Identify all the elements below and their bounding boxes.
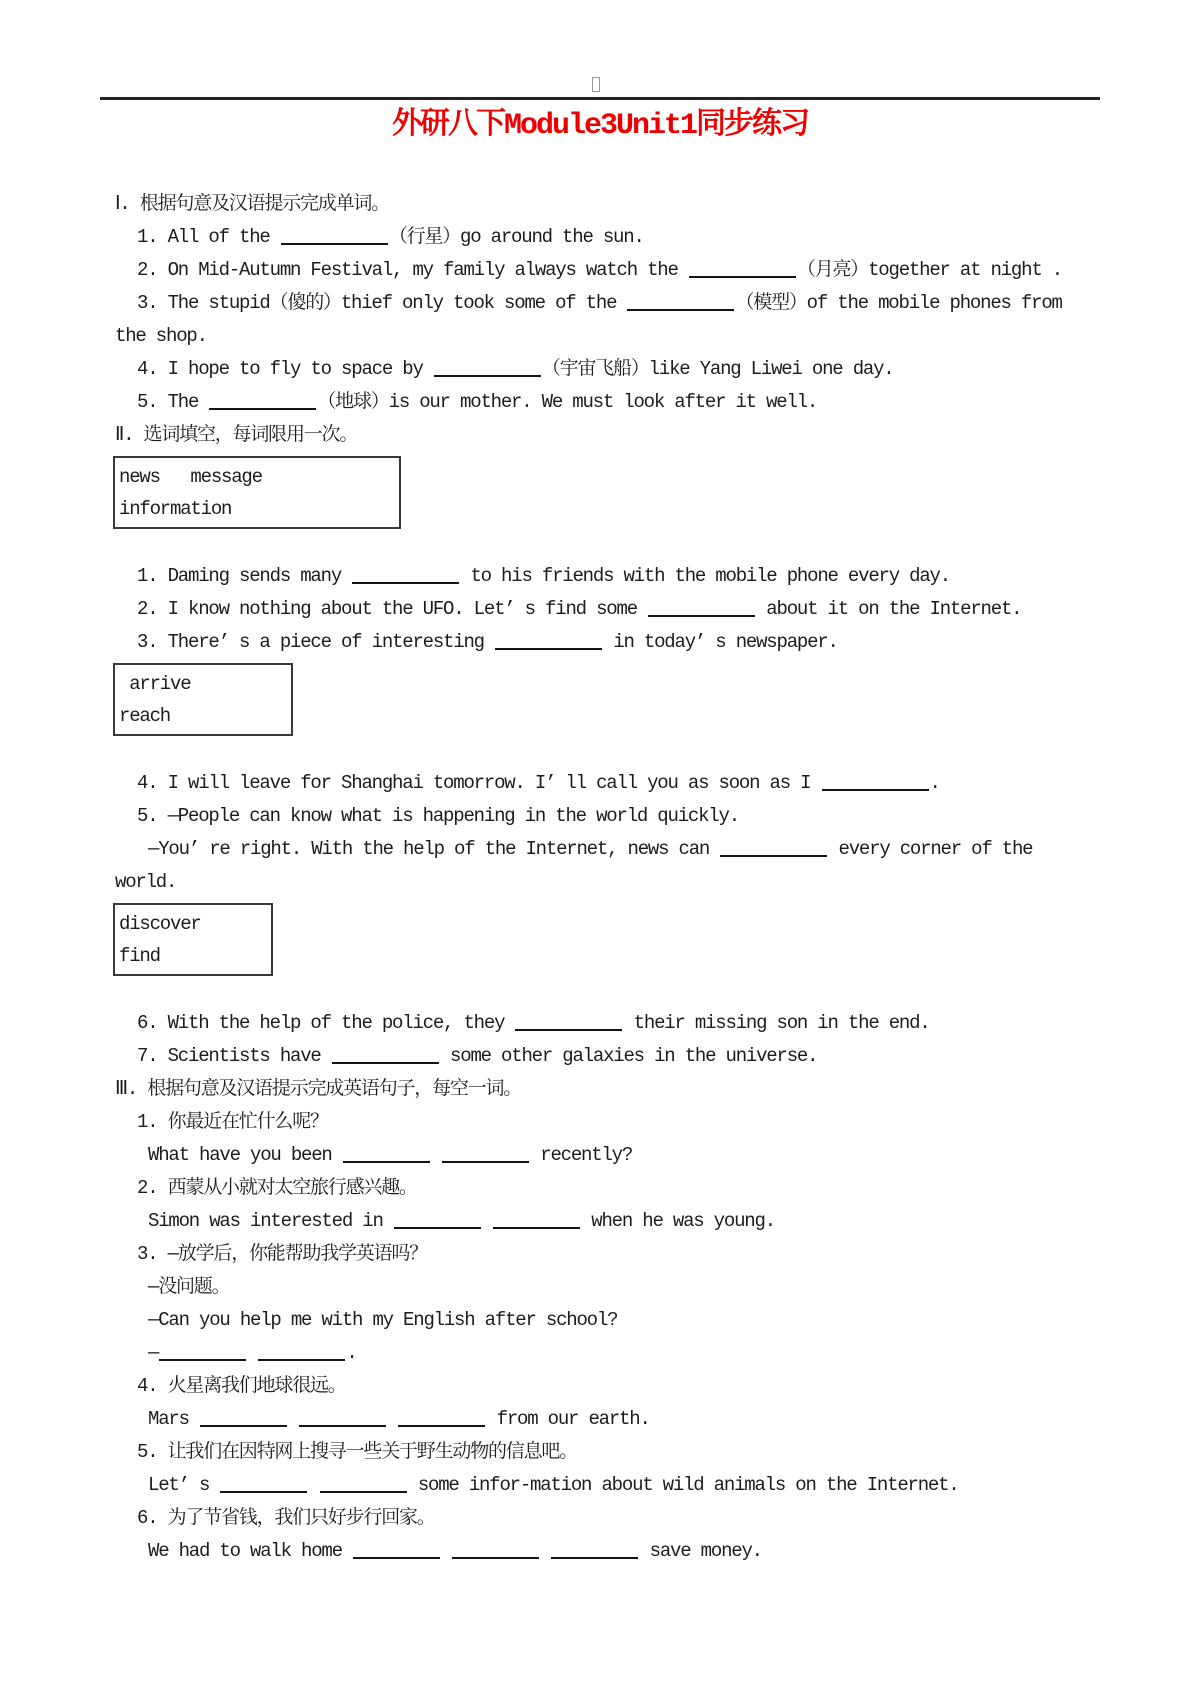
text-run: to his friends with the mobile phone every day. bbox=[460, 565, 950, 587]
text-run: save money. bbox=[639, 1540, 762, 1562]
text-run: （行星）go around the sun. bbox=[388, 226, 644, 248]
text-run: （宇宙飞船）like Yang Liwei one day. bbox=[541, 358, 894, 380]
worksheet-content bbox=[115, 188, 1120, 1568]
text-run: 4. I will leave for Shanghai tomorrow. I’ ll call you as soon as I bbox=[137, 772, 821, 794]
word-bank-word: discover bbox=[119, 913, 201, 935]
fill-in-blank bbox=[200, 1410, 287, 1427]
worksheet-line bbox=[137, 287, 1120, 320]
text-run: Let’ s bbox=[148, 1474, 220, 1496]
text-run bbox=[308, 1474, 318, 1496]
text-run: every corner of the bbox=[828, 838, 1033, 860]
fill-in-blank bbox=[258, 1344, 345, 1361]
text-run: the shop. bbox=[115, 325, 207, 347]
text-run bbox=[247, 1342, 257, 1364]
text-run: from our earth. bbox=[486, 1408, 650, 1430]
text-run: . bbox=[346, 1342, 357, 1364]
text-run: 7. Scientists have bbox=[137, 1045, 331, 1067]
fill-in-blank bbox=[442, 1146, 529, 1163]
text-run: 4. 火星离我们地球很远。 bbox=[137, 1375, 346, 1397]
fill-in-blank bbox=[452, 1542, 539, 1559]
worksheet-line bbox=[148, 1304, 1120, 1337]
text-run: 3. There’ s a piece of interesting bbox=[137, 631, 495, 653]
text-run: —Can you help me with my English after school? bbox=[148, 1309, 618, 1331]
fill-in-blank bbox=[352, 567, 459, 584]
text-run: their missing son in the end. bbox=[623, 1012, 930, 1034]
text-run: 6. With the help of the police, they bbox=[137, 1012, 515, 1034]
fill-in-blank bbox=[320, 1476, 407, 1493]
fill-in-blank bbox=[495, 633, 602, 650]
worksheet-line bbox=[137, 1502, 1120, 1535]
fill-in-blank bbox=[551, 1542, 638, 1559]
text-run bbox=[387, 1408, 397, 1430]
text-run: What have you been bbox=[148, 1144, 342, 1166]
word-bank-word: reach bbox=[119, 705, 171, 727]
worksheet-line bbox=[148, 1469, 1120, 1502]
text-run: —You’ re right. With the help of the Internet, news can bbox=[148, 838, 720, 860]
fill-in-blank bbox=[493, 1212, 580, 1229]
text-run: Simon was interested in bbox=[148, 1210, 393, 1232]
text-run: 1. Daming sends many bbox=[137, 565, 352, 587]
word-bank-box bbox=[113, 456, 401, 529]
worksheet-line bbox=[115, 320, 1120, 353]
worksheet-line bbox=[148, 1535, 1120, 1568]
fill-in-blank bbox=[515, 1014, 622, 1031]
worksheet-line bbox=[137, 1370, 1120, 1403]
fill-in-blank bbox=[209, 393, 316, 410]
fill-in-blank bbox=[332, 1047, 439, 1064]
worksheet-line bbox=[148, 1139, 1120, 1172]
text-run: 1. All of the bbox=[137, 226, 280, 248]
text-run: （地球）is our mother. We must look after it well. bbox=[317, 391, 818, 413]
fill-in-blank bbox=[343, 1146, 430, 1163]
text-run: Ⅱ. 选词填空，每词限用一次。 bbox=[115, 424, 358, 446]
header-rule bbox=[100, 97, 1100, 100]
worksheet-line bbox=[137, 221, 1120, 254]
worksheet-line bbox=[137, 593, 1120, 626]
text-run: 1. 你最近在忙什么呢？ bbox=[137, 1111, 328, 1133]
text-run: world. bbox=[115, 871, 177, 893]
missing-glyph-icon bbox=[592, 77, 600, 92]
word-bank-word: information bbox=[119, 498, 232, 520]
text-run: — bbox=[148, 1342, 159, 1364]
worksheet-line bbox=[137, 1007, 1120, 1040]
worksheet-line bbox=[137, 1436, 1120, 1469]
text-run: 2. 西蒙从小就对太空旅行感兴趣。 bbox=[137, 1177, 417, 1199]
fill-in-blank bbox=[822, 774, 929, 791]
worksheet-line bbox=[115, 866, 1120, 899]
text-run: recently? bbox=[530, 1144, 633, 1166]
text-run: when he was young. bbox=[581, 1210, 775, 1232]
text-run: 4. I hope to fly to space by bbox=[137, 358, 433, 380]
worksheet-line bbox=[137, 626, 1120, 659]
worksheet-line bbox=[137, 353, 1120, 386]
worksheet-line bbox=[148, 833, 1120, 866]
text-run bbox=[288, 1408, 298, 1430]
word-bank-word: news message bbox=[119, 466, 262, 488]
worksheet-line bbox=[137, 1172, 1120, 1205]
text-run: （模型）of the mobile phones from bbox=[735, 292, 1062, 314]
worksheet-line bbox=[137, 1106, 1120, 1139]
worksheet-line bbox=[137, 1040, 1120, 1073]
fill-in-blank bbox=[220, 1476, 307, 1493]
text-run: 5. —People can know what is happening in the world quickly. bbox=[137, 805, 739, 827]
text-run: We had to walk home bbox=[148, 1540, 353, 1562]
fill-in-blank bbox=[394, 1212, 481, 1229]
worksheet-line bbox=[148, 1205, 1120, 1238]
text-run bbox=[431, 1144, 441, 1166]
text-run: 3. —放学后，你能帮助我学英语吗？ bbox=[137, 1243, 428, 1265]
fill-in-blank bbox=[299, 1410, 386, 1427]
fill-in-blank bbox=[434, 360, 541, 377]
fill-in-blank bbox=[281, 228, 388, 245]
text-run: Mars bbox=[148, 1408, 200, 1430]
worksheet-line bbox=[148, 1337, 1120, 1370]
text-run: Ⅲ. 根据句意及汉语提示完成英语句子，每空一词。 bbox=[115, 1078, 522, 1100]
page-title: 外研八下Module3Unit1同步练习 bbox=[391, 109, 809, 143]
worksheet-line bbox=[137, 386, 1120, 419]
text-run: 5. The bbox=[137, 391, 209, 413]
word-bank-word: find bbox=[119, 945, 160, 967]
text-run: 5. 让我们在因特网上搜寻一些关于野生动物的信息吧。 bbox=[137, 1441, 578, 1463]
section-heading bbox=[115, 419, 1120, 452]
fill-in-blank bbox=[689, 261, 796, 278]
fill-in-blank bbox=[627, 294, 734, 311]
text-run: some other galaxies in the universe. bbox=[439, 1045, 818, 1067]
worksheet-line bbox=[137, 560, 1120, 593]
worksheet-line bbox=[137, 1238, 1120, 1271]
text-run: 2. I know nothing about the UFO. Let’ s find some bbox=[137, 598, 648, 620]
word-bank-word: arrive bbox=[119, 673, 191, 695]
worksheet-line bbox=[148, 1403, 1120, 1436]
fill-in-blank bbox=[720, 840, 827, 857]
fill-in-blank bbox=[353, 1542, 440, 1559]
text-run bbox=[540, 1540, 550, 1562]
worksheet-line bbox=[148, 1271, 1120, 1304]
text-run bbox=[441, 1540, 451, 1562]
worksheet-line bbox=[137, 800, 1120, 833]
text-run: 3. The stupid（傻的）thief only took some of the bbox=[137, 292, 627, 314]
fill-in-blank bbox=[398, 1410, 485, 1427]
text-run: （月亮）together at night . bbox=[796, 259, 1062, 281]
text-run: . bbox=[929, 772, 940, 794]
text-run: some infor-mation about wild animals on the Internet. bbox=[407, 1474, 959, 1496]
section-heading bbox=[115, 188, 1120, 221]
fill-in-blank bbox=[159, 1344, 246, 1361]
word-bank-box bbox=[113, 663, 293, 736]
section-heading bbox=[115, 1073, 1120, 1106]
text-run: —没问题。 bbox=[148, 1276, 230, 1298]
text-run: about it on the Internet. bbox=[756, 598, 1022, 620]
text-run: 2. On Mid-Autumn Festival, my family always watch the bbox=[137, 259, 688, 281]
text-run bbox=[482, 1210, 492, 1232]
fill-in-blank bbox=[648, 600, 755, 617]
word-bank-box bbox=[113, 903, 273, 976]
worksheet-line bbox=[137, 767, 1120, 800]
text-run: Ⅰ. 根据句意及汉语提示完成单词。 bbox=[115, 193, 390, 215]
text-run: in today’ s newspaper. bbox=[603, 631, 838, 653]
text-run: 6. 为了节省钱，我们只好步行回家。 bbox=[137, 1507, 435, 1529]
worksheet-line bbox=[137, 254, 1120, 287]
